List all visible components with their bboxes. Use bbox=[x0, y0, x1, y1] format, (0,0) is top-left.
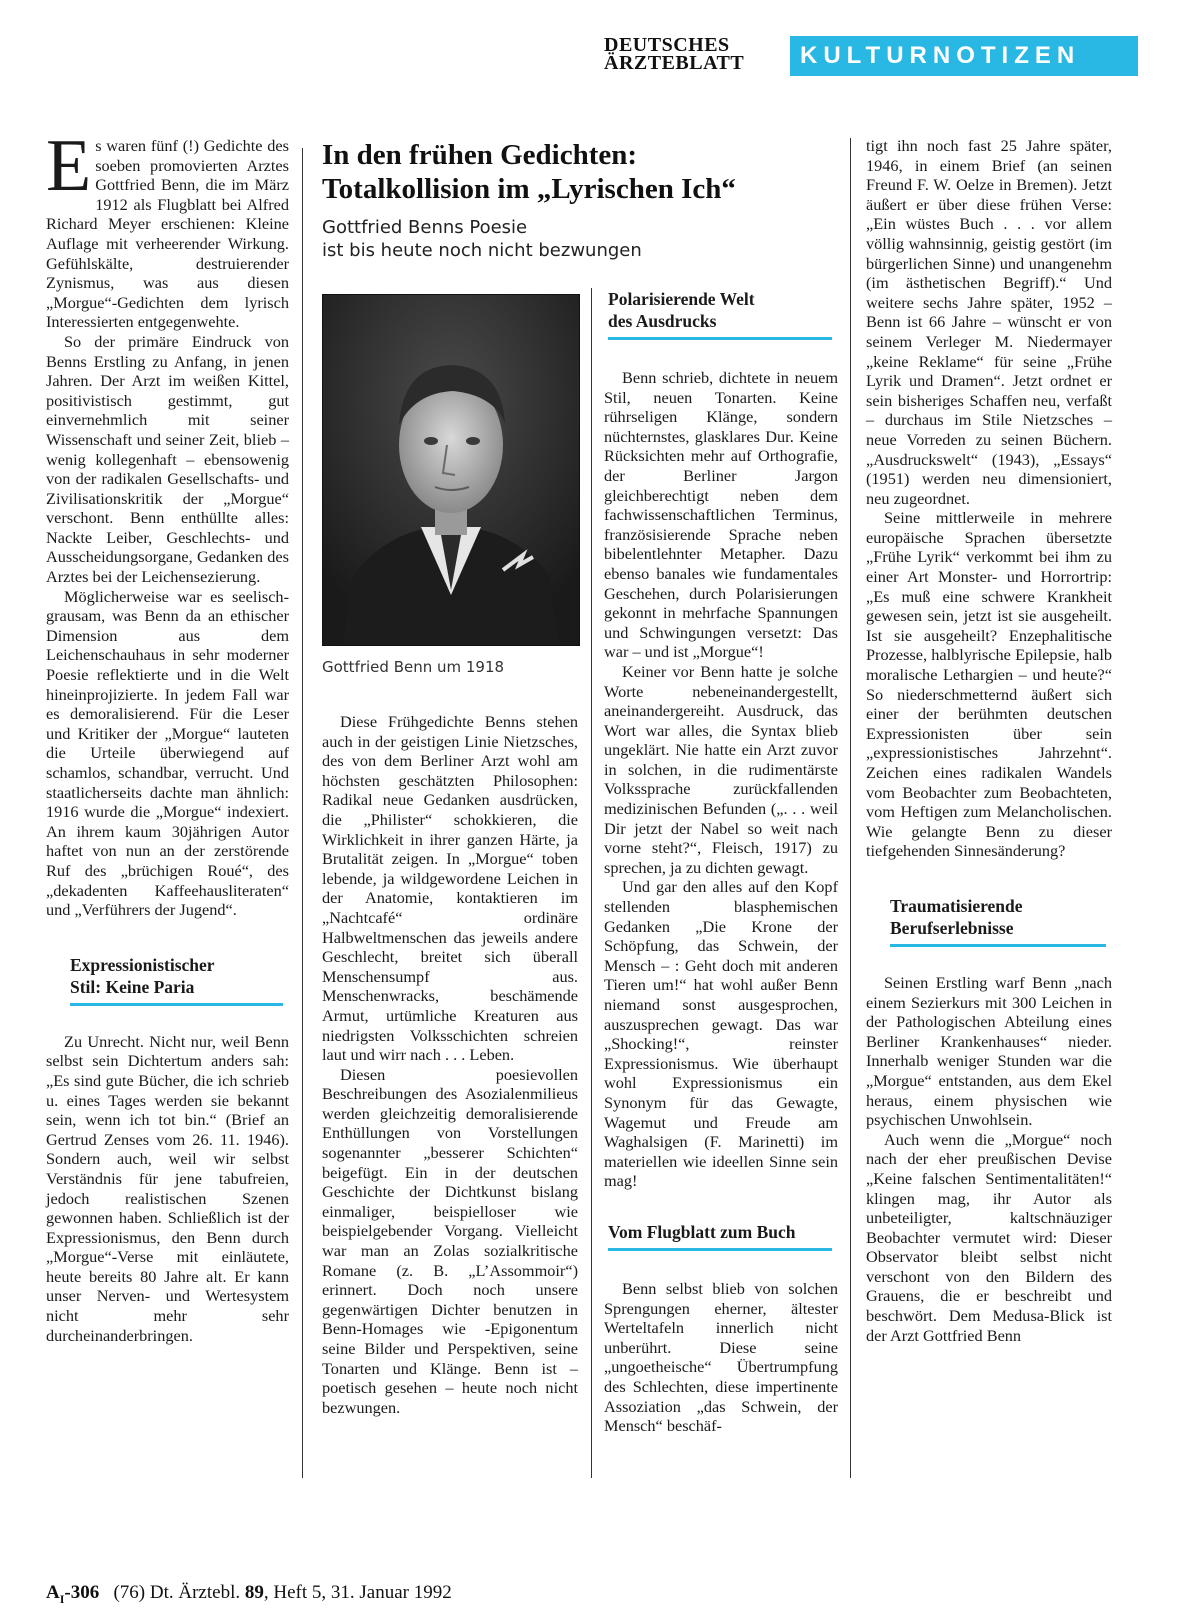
brand-line-1: DEUTSCHES bbox=[604, 34, 730, 56]
heading-line-1: Vom Flugblatt zum Buch bbox=[608, 1221, 796, 1242]
heading-line-1: Polarisierende Welt bbox=[608, 289, 755, 309]
page-footer bbox=[46, 1582, 646, 1607]
paragraph: Seinen Erstling warf Benn „nach einem Sezierkurs mit 300 Leichen in der Pathologischen Abteilung eines Berliner Krankenhauses“ nieder. Innerhalb weniger Stunden war die „Morgue“ entstanden, aus dem Ekel heraus, einem physischen wie psychischen Unwohlsein. bbox=[866, 972, 1112, 1130]
paragraph: Möglicherweise war es seelisch-grausam, was Benn da an ethischer Dimension aus dem Leichenschauhaus in sehr moderner Poesie reflektierte und in die Welt hineinprojizierte. In jedem Fall war es demoralisierend. Für die Leser und Kritiker der „Morgue“ lauteten die Urteile überwiegend auf schamlos, schandbar, verrucht. Und staatlicherseits dachte man ähnlich: 1916 wurde die „Morgue“ indexiert. An ihrem kaum 30jährigen Autor haftet von nun an der zerstörende Ruf des „brüchigen Roué“, des „dekadenten Kaffeehausliteraten“ und „Verführers der Jugend“. bbox=[46, 586, 289, 920]
volume-number: 89 bbox=[244, 1582, 264, 1603]
column-2 bbox=[322, 712, 578, 1417]
paragraph: Benn schrieb, dichtete in neuem Stil, neuen Tonarten. Keine rührseligen Klänge, sondern nüchternstes, glasklares Dur. Keine Rücksichten mehr auf Orthografie, der Berliner Jargon gleichberechtigt neben dem fachwissenschaftlichen Terminus, französisierende Sprache neben bibelentlehnter Metapher. Dazu ebenso banales wie fundamentales Geschehen, durch Polarisierungen gekonnt in mehrfache Spannungen und Schwingungen versetzt: Das war – und ist „Morgue“! bbox=[604, 368, 838, 662]
photo-caption: Gottfried Benn um 1918 bbox=[322, 658, 505, 676]
column-1 bbox=[46, 125, 289, 1345]
brand-line-2: ÄRZTEBLATT bbox=[604, 52, 745, 74]
paragraph: Seine mittlerweile in mehrere europäische Sprachen übersetzte „Frühe Lyrik“ verkommt bei ihm zu einer Art Monster- und Horrortrip: „Es muß eine schwere Krankheit gewesen sein, jetzt ist sie ausgeheilt. Ist sie ausgeheilt? Enzephalitische Prozesse, halblyrische Epilepsie, halb moralische Lethargien – und heute?“ So niederschmetternd äußert sich einer der berühmten deutschen Expressionisten über sein „expressionistisches Jahrzehnt“. Zeichen eines radikalen Wandels vom Beobachter zum Beobachteten, vom Heftigen zum Melancholischen. Wie gelangte Benn zu dieser tiefgehenden Sinnesänderung? bbox=[866, 508, 1112, 861]
paragraph: Keiner vor Benn hatte je solche Worte nebeneinandergestellt, aneinandergereiht. Ausdruck, das Wort war alles, die Syntax blieb ungeklärt. Nie hatte ein Arzt zuvor in solchen, in die rudimentärste Volkssprache zurückfallenden medizinischen Befunden („. . . weil Dir jetzt der Nabel so weit nach vorne steht?“, Fleisch, 1917) zu sprechen, ja zu dichten gewagt. bbox=[604, 661, 838, 877]
column-rule-1 bbox=[302, 148, 303, 1478]
column-4 bbox=[866, 136, 1112, 1345]
masthead bbox=[604, 36, 1138, 76]
journal-logo bbox=[604, 36, 776, 72]
issue-prefix: (76) Dt. Ärztebl. bbox=[113, 1582, 241, 1603]
portrait-image bbox=[323, 295, 579, 645]
page-number: -306 bbox=[64, 1582, 100, 1603]
article-title bbox=[322, 138, 862, 206]
section-heading bbox=[604, 1221, 838, 1251]
heading-line-2: des Ausdrucks bbox=[608, 311, 717, 331]
title-line-2: Totalkollision im „Lyrischen Ich“ bbox=[322, 173, 736, 205]
heading-line-2: Berufserlebnisse bbox=[890, 917, 1014, 938]
paragraph: Zu Unrecht. Nicht nur, weil Benn selbst sein Dichtertum anders sah: „Es sind gute Bücher, die ich schrieb u. eines Tages werden sie bekannt sein, wenn ich tot bin.“ (Brief an Gertrud Zenses vom 26. 11. 1946). Sondern auch, weil wir selbst Verständnis für jene tabufreien, jedoch realistischen Szenen gewonnen haben. Schließlich ist der Expressionismus, den Benn durch „Morgue“-Verse mit einläutete, heute bereits 80 Jahre alt. Er kann unser Nerven- und Wertesystem nicht mehr sehr durcheinanderbringen. bbox=[46, 1031, 289, 1345]
subtitle-line-1: Gottfried Benns Poesie bbox=[322, 217, 528, 238]
section-heading bbox=[866, 895, 1112, 947]
section-heading bbox=[46, 954, 289, 1006]
column-rule-2 bbox=[591, 288, 592, 1478]
heading-line-1: Traumatisierende bbox=[890, 895, 1023, 916]
paragraph: Benn selbst blieb von solchen Sprengungen eherner, ältester Werteltafeln innerlich nicht unberührt. Diese seine „ungoetheische“ Übertrumpfung des Schlechten, diese impertinente Assoziation „das Schwein, der Mensch“ beschäf- bbox=[604, 1278, 838, 1436]
column-rule-3 bbox=[850, 138, 851, 1478]
page-subscript: I bbox=[59, 1591, 65, 1606]
subtitle-line-2: ist bis heute noch nicht bezwungen bbox=[322, 240, 642, 261]
section-label: KULTURNOTIZEN bbox=[790, 36, 1138, 76]
drop-cap: E bbox=[46, 125, 92, 207]
issue-suffix: , Heft 5, 31. Januar 1992 bbox=[263, 1582, 452, 1603]
page-prefix: A bbox=[46, 1582, 60, 1603]
heading-line-2: Stil: Keine Paria bbox=[70, 976, 195, 997]
paragraph-text: s waren fünf (!) Gedichte des soeben promovierten Arztes Gottfried Benn, die im März 1912 als Flugblatt bei Alfred Richard Meyer erschienen: Kleine Auflage mit verheerender Wirkung. Gefühlskälte, destruierender Zynismus, was aus diesen „Morgue“-Gedichten dem lyrisch Interessierten entgegenwehte. bbox=[46, 136, 289, 332]
paragraph bbox=[46, 125, 289, 332]
column-3 bbox=[604, 288, 838, 1436]
paragraph: Auch wenn die „Morgue“ noch nach der eher preußischen Devise „Keine falschen Sentimentalitäten!“ klingen mag, ihr Autor als unbeteiligter, kaltschnäuziger Beobachter vermutet wird: Dieser Observator bleibt selbst nicht verschont von den Bildern des Grauens, die er beschreibt und beschwört. Dem Medusa-Blick ist der Arzt Gottfried Benn bbox=[866, 1129, 1112, 1345]
portrait-photo bbox=[322, 294, 580, 646]
paragraph: Und gar den alles auf den Kopf stellenden blasphemischen Gedanken „Die Krone der Schöpfung, das Schwein, der Mensch – : Geht doch mit anderen Tieren um!“ hat wohl außer Benn niemand sonst ausgesprochen, auszusprechen gewagt. Das war „Shocking!“, reinster Expressionismus. Wie überhaupt wohl Expressionismus ein Synonym für das Gewagte, Wagemut und Freude am Waghalsigen (F. Marinetti) im materiellen wie ideellen Sinne sein mag! bbox=[604, 877, 838, 1191]
section-heading bbox=[604, 288, 838, 340]
paragraph: So der primäre Eindruck von Benns Erstling zu Anfang, in jenen Jahren. Der Arzt im weißen Kittel, positivistisch gestimmt, gut einvernehmlich mit seiner Wissenschaft und seiner Zeit, blieb – wenig kollegenhaft – ebensowenig von der radikalen Gesellschafts- und Zivilisationskritik der „Morgue“ verschont. Benn enthüllte alles: Nackte Leiber, Geschlechts- und Ausscheidungsorgane, Gedanken des Arztes bei der Leichensezierung. bbox=[46, 331, 289, 587]
paragraph: tigt ihn noch fast 25 Jahre später, 1946, in einem Brief (an seinen Freund F. W. Oelze in Bremen). Jetzt äußert er über diese frühen Verse: „Ein wüstes Buch . . . vor allem völlig wahnsinnig, geistig gestört (im bürgerlichen Sinne) und unangenehm (im ästhetischen Begriff).“ Und weitere sechs Jahre später, 1952 – Benn ist 66 Jahre – wünscht er von seinem Verleger M. Niedermayer „keine Reklame“ für seine „Frühe Lyrik und Dramen“. Jetzt ordnet er sein bisheriges Schaffen neu, verfaßt – durchaus im Stile Nietzsches – neue Vorreden zu seinen Büchern. „Ausdruckswelt“ (1943), „Essays“ (1951) werden neu dimensioniert, neu zugeordnet. bbox=[866, 136, 1112, 508]
heading-line-1: Expressionistischer bbox=[70, 954, 215, 975]
paragraph: Diese Frühgedichte Benns stehen auch in der geistigen Linie Nietzsches, des von dem Berliner Arzt wohl am höchsten geschätzten Philosophen: Radikal neue Gedanken ausdrücken, die „Philister“ schokkieren, die Wirklichkeit in ihrer ganzen Härte, ja Brutalität zeigen. In „Morgue“ toben lebende, ja wildgewordene Leichen in der Anatomie, kontaktieren im „Nachtcafé“ ordinäre Halbweltmenschen das jeweils andere Geschlecht, breitet sich überall Menschensumpf aus. Menschenwracks, beschämende Armut, urtümliche Kreaturen aus niedrigsten Volksschichten schreien laut und wirr nach . . . Leben. bbox=[322, 712, 578, 1065]
paragraph: Diesen poesievollen Beschreibungen des Asozialenmilieus werden gleichzeitig demoralisierende Enthüllungen von Vorstellungen sogenannter „besserer Schichten“ beigefügt. Ein in der deutschen Geschichte der Dichtkunst bislang einmaliger, beispielloser wie beispielgebender Vorgang. Vielleicht war man an Zolas sozialkritische Romane (z. B. „L’Assommoir“) erinnert. Doch noch unsere gegenwärtigen Dichter benutzen in Benn-Homages wie -Epigonentum seine Bilder und Perspektiven, seine Tonarten und Klänge. Benn ist – poetisch gesehen – heute noch nicht bezwungen. bbox=[322, 1064, 578, 1417]
title-line-1: In den frühen Gedichten: bbox=[322, 139, 638, 171]
article-subtitle bbox=[322, 216, 842, 262]
